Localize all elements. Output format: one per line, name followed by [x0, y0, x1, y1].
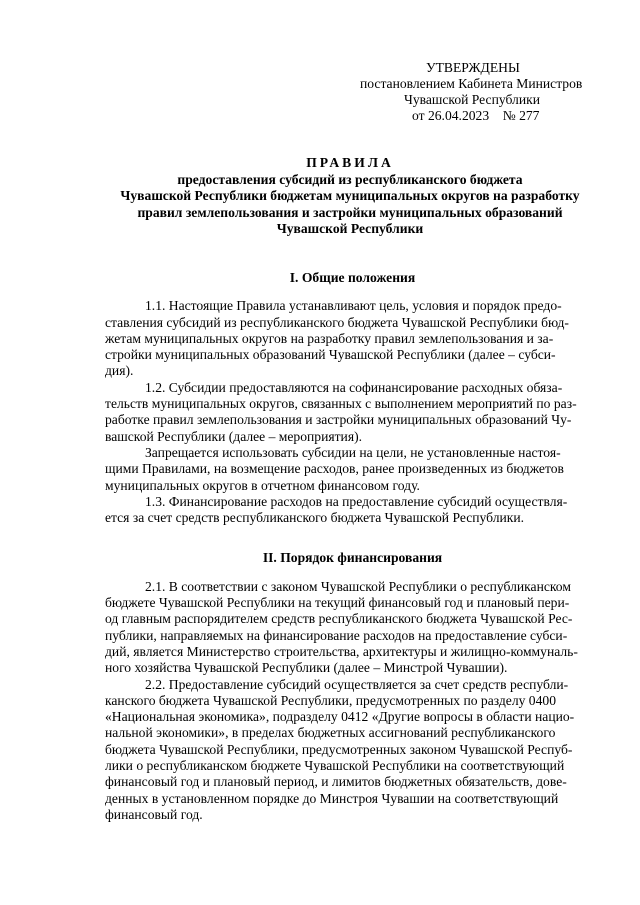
title-line-1: предоставления субсидий из республиканского бюджета	[177, 171, 523, 187]
section-2-paragraph-1: 2.1. В соответствии с законом Чувашской Республики о республиканском бюджете Чувашской Республики на текущий финансовый год и плановый пери- од главным распорядителем средств республиканского бюджета Чувашской Рес- публики, направляемых на финансирование расходов на предоставление субси- дий, является Министерство строительства, архитектуры и жилищно-коммуналь- ного хозяйства Чувашской Республики (далее – Минстрой Чувашии).	[105, 578, 578, 676]
title-line-4: Чувашской Республики	[276, 221, 424, 236]
title-line-2: Чувашской Республики бюджетам муниципальных округов на разработку	[120, 188, 580, 203]
document-body	[105, 270, 600, 823]
title-line-3: правил землепользования и застройки муниципальных образований	[137, 204, 563, 220]
title-heading: ПРАВИЛА	[306, 155, 394, 170]
section-2-heading: II. Порядок финансирования	[262, 550, 443, 566]
approval-line-3: Чувашской Республики	[404, 92, 540, 107]
section-2-paragraph-2: 2.2. Предоставление субсидий осуществляется за счет средств республи- канского бюджета Чувашской Республики, предусмотренных по разделу 0400 «Национальная экономика», подразделу 0412 «Другие вопросы в области нацио- нальной экономики», в пределах бюджетных ассигнований республиканского бюджета Чувашской Республики, предусмотренных законом Чувашской Респуб- лики о республиканском бюджете Чувашской Республики на соответствующий финансовый год и плановый период, и лимитов бюджетных обязательств, дове- денных в установленном порядке до Минстроя Чувашии на соответствующий финансовый год.	[105, 676, 575, 822]
section-1-heading: I. Общие положения	[289, 270, 416, 285]
approval-line-4: от 26.04.2023 № 277	[412, 108, 540, 123]
approval-stamp	[360, 60, 600, 124]
document-title	[90, 155, 610, 238]
section-1-paragraph-1: 1.1. Настоящие Правила устанавливают цель, условия и порядок предо- ставления субсидий из республиканского бюджета Чувашской Республики бюд- жетам муниципальных округов на разработку правил землепользования и за- стройки муниципальных образований Чувашской Республики (далее – субси- дия).	[105, 298, 569, 379]
section-1-paragraph-4: 1.3. Финансирование расходов на предоставление субсидий осуществля- ется за счет средств республиканского бюджета Чувашской Республики.	[105, 493, 568, 526]
approval-line-1: УТВЕРЖДЕНЫ	[426, 60, 520, 75]
approval-line-2: постановлением Кабинета Министров	[360, 76, 583, 91]
section-1-paragraph-2: 1.2. Субсидии предоставляются на софинансирование расходных обяза- тельств муниципальных округов, связанных с выполнением мероприятий по раз- работке правил землепользования и застройки муниципальных образований Чу- вашской Республики (далее – мероприятия).	[105, 379, 577, 444]
section-1-paragraph-3: Запрещается использовать субсидии на цели, не установленные настоя- щими Правилами, на возмещение расходов, ранее произведенных из бюджетов муниципальных округов в отчетном финансовом году.	[105, 444, 564, 493]
